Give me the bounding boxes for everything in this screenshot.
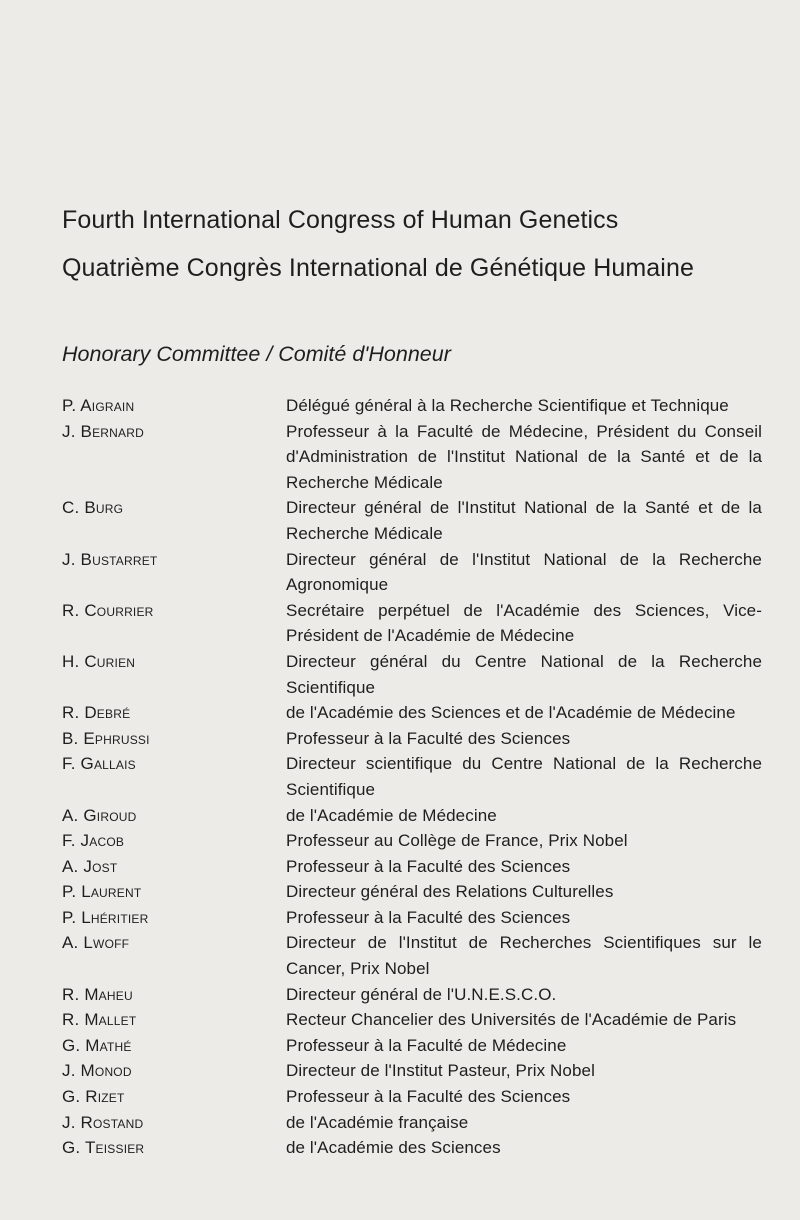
member-name: J. Bernard xyxy=(62,421,144,441)
committee-member-row xyxy=(62,828,762,854)
member-role: Directeur général de l'Institut National de la Santé et de la Recherche Médicale xyxy=(286,498,762,543)
member-role: de l'Académie française xyxy=(286,1112,469,1132)
committee-member-row xyxy=(62,495,762,546)
committee-member-row xyxy=(62,700,762,726)
member-name: P. Laurent xyxy=(62,882,142,902)
member-role: Professeur à la Faculté des Sciences xyxy=(286,856,571,876)
congress-title-french: Quatrième Congrès International de Génétique Humaine xyxy=(62,254,694,282)
member-name: J. Rostand xyxy=(62,1112,144,1132)
committee-member-row xyxy=(62,854,762,880)
committee-member-list xyxy=(62,393,762,1161)
committee-member-row xyxy=(62,1058,762,1084)
member-role: Professeur au Collège de France, Prix Nobel xyxy=(286,831,628,851)
member-name: B. Ephrussi xyxy=(62,728,150,748)
committee-member-row xyxy=(62,1007,762,1033)
member-role: Professeur à la Faculté des Sciences xyxy=(286,728,571,748)
member-role: Directeur général du Centre National de la Recherche Scientifique xyxy=(286,651,762,697)
committee-member-row xyxy=(62,751,762,802)
member-name: G. Rizet xyxy=(62,1087,125,1107)
committee-member-row xyxy=(62,930,762,981)
member-role: Professeur à la Faculté des Sciences xyxy=(286,1087,571,1107)
member-name: G. Teissier xyxy=(62,1138,145,1158)
member-name: F. Jacob xyxy=(62,831,125,851)
member-role: Professeur à la Faculté de Médecine xyxy=(286,1035,567,1055)
member-role: Délégué général à la Recherche Scientifique et Technique xyxy=(286,396,729,415)
committee-member-row xyxy=(62,982,762,1008)
committee-member-row xyxy=(62,1033,762,1059)
member-name: J. Monod xyxy=(62,1061,132,1081)
committee-member-row xyxy=(62,1110,762,1136)
member-name: H. Curien xyxy=(62,651,136,671)
member-role: Directeur de l'Institut Pasteur, Prix Nobel xyxy=(286,1061,595,1081)
member-name: R. Courrier xyxy=(62,600,154,620)
committee-member-row xyxy=(62,1084,762,1110)
member-role: de l'Académie des Sciences xyxy=(286,1138,501,1158)
member-name: P. Lhéritier xyxy=(62,907,149,927)
member-role: Directeur général de l'U.N.E.S.C.O. xyxy=(286,984,557,1004)
congress-title-block xyxy=(62,196,782,292)
member-role: Directeur général des Relations Culturelles xyxy=(286,882,614,902)
member-role: de l'Académie des Sciences et de l'Académie de Médecine xyxy=(286,703,736,723)
member-role: Directeur scientifique du Centre National de la Recherche Scientifique xyxy=(286,754,762,799)
member-name: P. Aigrain xyxy=(62,396,135,415)
committee-member-row xyxy=(62,547,762,598)
member-name: G. Mathé xyxy=(62,1035,132,1055)
committee-member-row xyxy=(62,803,762,829)
committee-member-row xyxy=(62,1135,762,1161)
honorary-committee-heading: Honorary Committee / Comité d'Honneur xyxy=(62,342,451,366)
member-role: Recteur Chancelier des Universités de l'Académie de Paris xyxy=(286,1010,737,1030)
committee-member-row xyxy=(62,879,762,905)
committee-member-row xyxy=(62,726,762,752)
member-role: Professeur à la Faculté de Médecine, Président du Conseil d'Administration de l'Institut National de la Santé et de la Recherche Médicale xyxy=(286,421,762,492)
congress-title-english: Fourth International Congress of Human Genetics xyxy=(62,206,619,234)
committee-member-row xyxy=(62,393,762,419)
member-role: Professeur à la Faculté des Sciences xyxy=(286,907,571,927)
member-role: Secrétaire perpétuel de l'Académie des Sciences, Vice-Président de l'Académie de Médecine xyxy=(286,600,762,646)
committee-member-row xyxy=(62,905,762,931)
member-role: de l'Académie de Médecine xyxy=(286,805,497,825)
member-name: F. Gallais xyxy=(62,754,136,774)
member-name: A. Giroud xyxy=(62,805,137,825)
member-name: J. Bustarret xyxy=(62,549,158,569)
member-role: Directeur de l'Institut de Recherches Scientifiques sur le Cancer, Prix Nobel xyxy=(286,933,762,979)
member-name: A. Lwoff xyxy=(62,933,130,953)
committee-member-row xyxy=(62,649,762,700)
member-name: A. Jost xyxy=(62,856,118,876)
member-name: R. Mallet xyxy=(62,1010,137,1030)
member-name: R. Debré xyxy=(62,703,131,723)
member-name: C. Burg xyxy=(62,498,124,518)
member-name: R. Maheu xyxy=(62,984,133,1004)
committee-member-row xyxy=(62,598,762,649)
committee-member-row xyxy=(62,419,762,496)
member-role: Directeur général de l'Institut National de la Recherche Agronomique xyxy=(286,549,762,595)
